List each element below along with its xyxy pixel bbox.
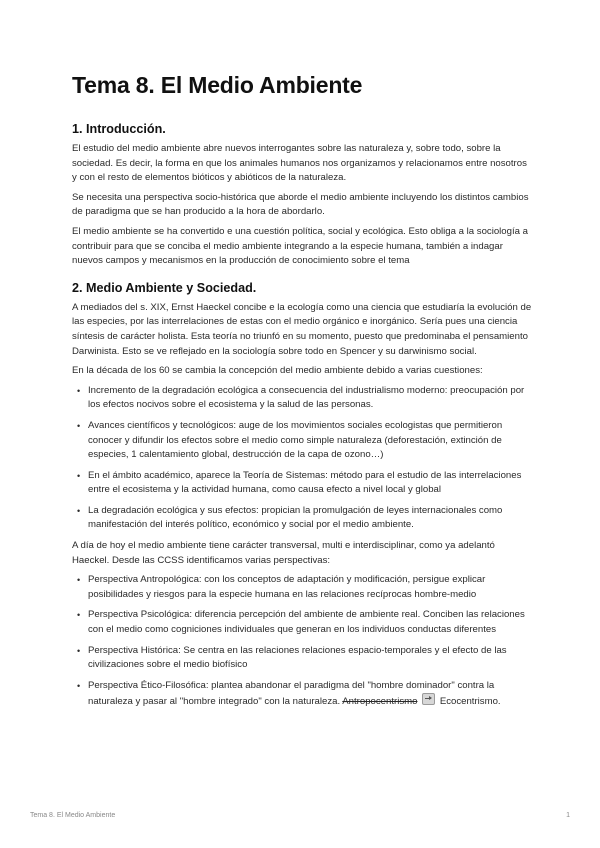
list-item — [72, 644, 532, 673]
list-item — [72, 573, 532, 602]
list-item-text: En el ámbito académico, aparece la Teoría de Sistemas: método para el estudio de las interrelaciones entre el ecosistema y la actividad humana, como causa efecto a nivel local y global — [88, 469, 522, 496]
document-page — [72, 72, 532, 716]
list-item-text: Avances científicos y tecnológicos: auge de los movimientos sociales ecologistas que permitieron conocer y difundir los efectos sobre el medio como simple naturaleza (deforestación, extinción de especies, 1 calentamiento global, destrucción de la capa de ozono…) — [88, 419, 503, 461]
paragraph: Se necesita una perspectiva socio-histórica que aborde el medio ambiente incluyendo los distintos cambios de paradigma que se han producido a la hora de abordarlo. — [72, 191, 529, 218]
list-item — [72, 419, 532, 463]
bullet-icon: • — [77, 385, 81, 396]
section-2-heading: 2. Medio Ambiente y Sociedad. — [72, 280, 257, 295]
struck-text: Antropocentrismo — [342, 696, 418, 708]
list-item-text: La degradación ecológica y sus efectos: propician la promulgación de leyes internacionales como manifestación del interés político, económico y social por el medio ambiente. — [88, 504, 503, 531]
bullet-icon: • — [77, 470, 81, 481]
bullet-icon: • — [77, 420, 81, 431]
bullet-icon: • — [77, 610, 81, 621]
list-item-text: Perspectiva Psicológica: diferencia percepción del ambiente de ambiente real. Conciben las relaciones con el medio como cogniciones individuales que generan en los individuos conductas diferentes — [88, 609, 525, 636]
page-footer — [30, 812, 570, 819]
paragraph: El estudio del medio ambiente abre nuevos interrogantes sobre las naturaleza y, sobre todo, sobre la sociedad. Es decir, la forma en que los animales humanos nos organizamos y relacionamos entre nosotros y con el resto de elementos bióticos y abióticos de la naturaleza. — [72, 143, 527, 184]
causes-list — [72, 384, 532, 533]
paragraph: El medio ambiente se ha convertido e una cuestión política, social y ecológica. Esto obliga a la sociología a contribuir para que se conciba el medio ambiente integrando a la especie humana, también a indagar nuevos campos y mecanismos en la producción de conocimiento sobre el tema — [72, 225, 528, 267]
right-arrow-icon — [422, 693, 435, 705]
list-item-end: Ecocentrismo. — [439, 696, 501, 708]
perspectives-list — [72, 573, 532, 710]
paragraph: A mediados del s. XIX, Ernst Haeckel concibe e la ecología como una ciencia que estudiaría la evolución de las especies, por las interrelaciones de estas con el medio orgánico e inorgánico. Sería pues una ciencia síntesis de carácter holista. Esta teoría no triunfó en su momento, puesto que predominaba el pensamiento Darwinista. Esto se ve reflejado en la sociología sobre todo en Spencer y su darwinismo social. — [72, 301, 532, 357]
footer-title: Tema 8. El Medio Ambiente — [30, 812, 116, 819]
list-item — [72, 384, 532, 413]
list-item — [72, 608, 532, 637]
page-title: Tema 8. El Medio Ambiente — [72, 72, 363, 98]
list-item — [72, 679, 532, 710]
paragraph: En la década de los 60 se cambia la concepción del medio ambiente debido a varias cuestiones: — [72, 365, 483, 377]
list-item-text: Perspectiva Ético-Filosófica: plantea abandonar el paradigma del "hombre dominador" contra la naturaleza y pasar al "hombre integrado" con la naturaleza. — [88, 679, 495, 708]
list-item — [72, 504, 532, 533]
list-item-text: Perspectiva Histórica: Se centra en las relaciones relaciones espacio-temporales y el efecto de las civilizaciones sobre el medio biofísico — [88, 644, 507, 671]
bullet-icon: • — [77, 680, 81, 691]
bullet-icon: • — [77, 645, 81, 656]
paragraph: A día de hoy el medio ambiente tiene carácter transversal, multi e interdisciplinar, como ya adelantó Haeckel. Desde las CCSS identificamos varias perspectivas: — [72, 540, 495, 566]
page-number: 1 — [566, 812, 570, 819]
section-1-heading: 1. Introducción. — [72, 122, 166, 136]
bullet-icon: • — [77, 575, 81, 586]
bullet-icon: • — [77, 505, 81, 516]
list-item — [72, 469, 532, 498]
list-item-text: Perspectiva Antropológica: con los conceptos de adaptación y modificación, persigue explicar posibilidades y riesgos para la especie humana en las relaciones recíprocas hombre-medio — [88, 574, 486, 600]
list-item-text: Incremento de la degradación ecológica a consecuencia del industrialismo moderno: preocupación por los efectos nocivos sobre el ecosistema y la salud de las personas. — [88, 384, 525, 411]
